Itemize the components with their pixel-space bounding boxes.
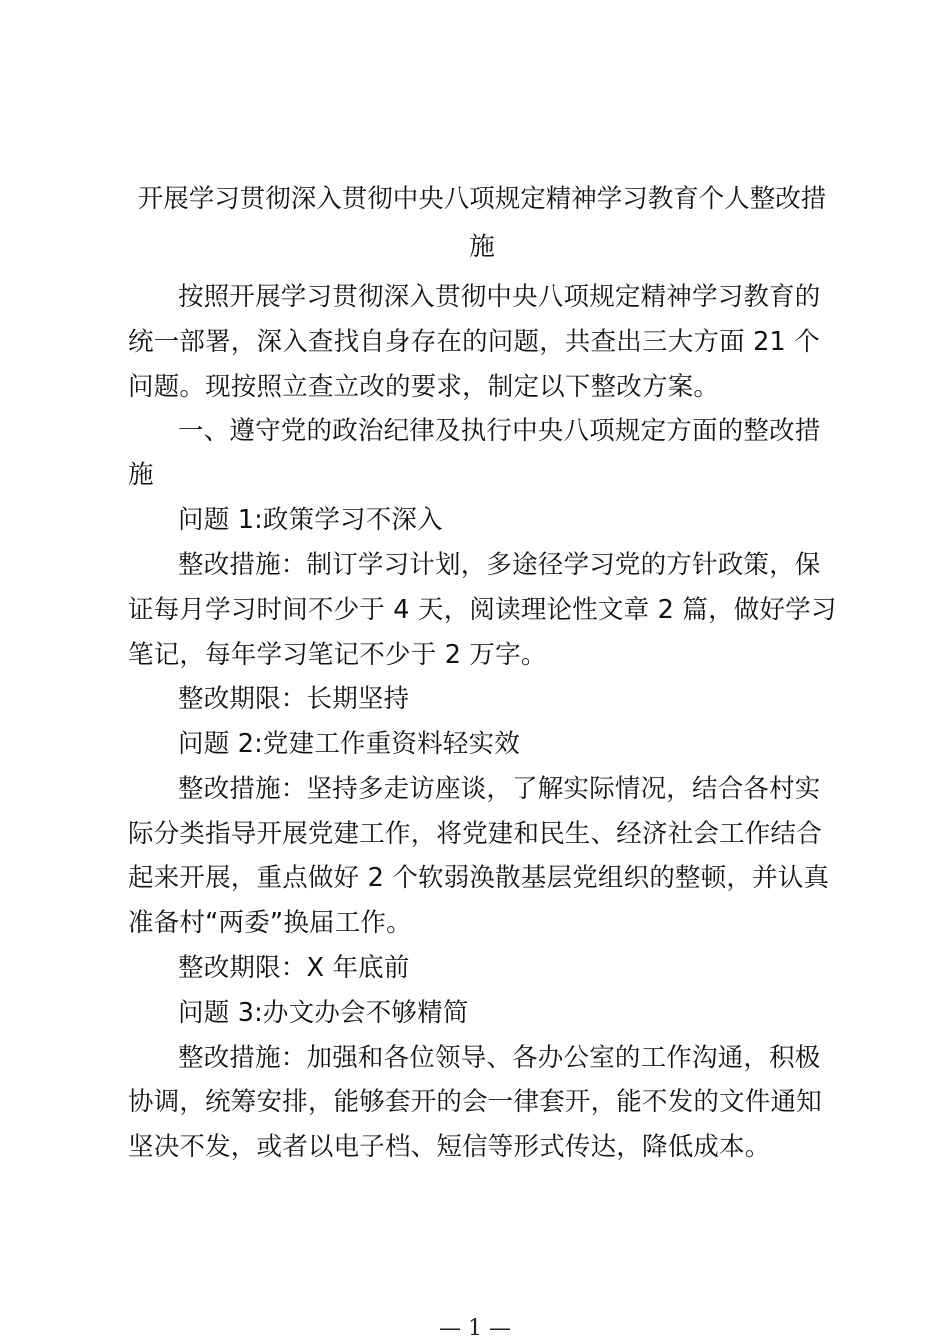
paragraph-line: 证每月学习时间不少于 4 天，阅读理论性文章 2 篇，做好学习: [128, 595, 837, 625]
paragraph-line: 际分类指导开展党建工作，将党建和民生、经济社会工作结合: [128, 819, 822, 849]
paragraph-line: 统一部署，深入查找自身存在的问题，共查出三大方面 21 个: [128, 327, 820, 357]
deadline-line: 整改期限：X 年底前: [178, 953, 410, 983]
paragraph-line: 协调，统筹安排，能够套开的会一律套开，能不发的文件通知: [128, 1087, 822, 1117]
paragraph-line: 坚决不发，或者以电子档、短信等形式传达，降低成本。: [128, 1132, 771, 1162]
deadline-line: 整改期限：长期坚持: [178, 684, 410, 714]
paragraph-line: 整改措施：制订学习计划，多途径学习党的方针政策，保: [178, 550, 821, 580]
paragraph-line: 整改措施：加强和各位领导、各办公室的工作沟通，积极: [178, 1043, 821, 1073]
issue-heading: 问题 3:办文办会不够精简: [178, 998, 469, 1028]
paragraph-line: 笔记，每年学习笔记不少于 2 万字。: [128, 640, 547, 670]
paragraph-line: 按照开展学习贯彻深入贯彻中央八项规定精神学习教育的: [178, 282, 821, 312]
paragraph-line: 整改措施：坚持多走访座谈，了解实际情况，结合各村实: [178, 774, 821, 804]
document-title-line-1: 开展学习贯彻深入贯彻中央八项规定精神学习教育个人整改措: [137, 184, 827, 214]
paragraph-line: 问题。现按照立查立改的要求，制定以下整改方案。: [128, 372, 720, 402]
issue-heading: 问题 2:党建工作重资料轻实效: [178, 729, 520, 759]
paragraph-line: 起来开展，重点做好 2 个软弱涣散基层党组织的整顿，并认真: [128, 863, 830, 893]
section-heading-line: 一、遵守党的政治纪律及执行中央八项规定方面的整改措: [178, 416, 821, 446]
page-number: — 1 —: [439, 1316, 511, 1341]
issue-heading: 问题 1:政策学习不深入: [178, 505, 443, 535]
document-title-line-2: 施: [469, 232, 495, 262]
paragraph-line: 准备村“两委”换届工作。: [128, 908, 412, 938]
section-heading-line: 施: [128, 460, 154, 490]
